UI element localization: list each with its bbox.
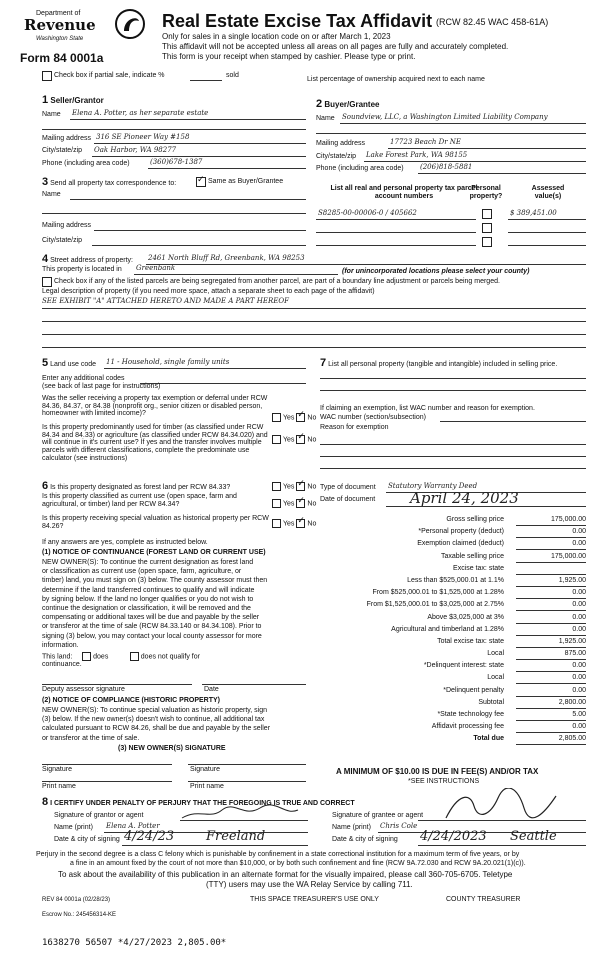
q6c-yes-no[interactable]: Yes✓ No — [270, 519, 316, 528]
owner-print-2: Print name — [190, 783, 224, 790]
intro-line-2: This affidavit will not be accepted unless all areas on all pages are fully and accurately completed. — [162, 42, 509, 51]
tax-row — [320, 637, 586, 649]
seller-address[interactable]: 316 SE Pioneer Way #158 — [96, 133, 190, 141]
s3-name-label: Name — [42, 191, 61, 198]
see-instructions: *SEE INSTRUCTIONS — [408, 778, 480, 785]
tax-table — [320, 515, 586, 747]
tax-row — [320, 625, 586, 637]
tax-row-label: From $525,000.01 to $1,525,000 at 1.28% — [372, 589, 504, 597]
notice-compliance-title: (2) NOTICE OF COMPLIANCE (HISTORIC PROPERTY) — [42, 697, 220, 704]
tax-row — [320, 552, 586, 564]
intro-line-3: This form is your receipt when stamped by cashier. Please type or print. — [162, 52, 416, 61]
segregation-label: Check box if any of the listed parcels are being segregated from another parcel, are part of a boundary line adjustment or parcels being merged. — [54, 278, 500, 285]
legal-description[interactable]: SEE EXHIBIT "A" ATTACHED HERETO AND MADE A PART HEREOF — [42, 297, 289, 305]
owner-sig-2: Signature — [190, 766, 220, 773]
seller-name[interactable]: Elena A. Potter, as her separate estate — [72, 109, 209, 117]
forest-question: 6 Is this property designated as forest land per RCW 84.33? — [42, 480, 231, 492]
wac-label: WAC number (section/subsection) — [320, 414, 426, 421]
same-as-buyer-checkbox[interactable]: ✓ — [196, 177, 206, 187]
seller-heading: 1 Seller/Grantor — [42, 94, 104, 106]
land-use-code[interactable]: 11 - Household, single family units — [106, 358, 230, 366]
if-yes-text: If any answers are yes, complete as instructed below. — [42, 539, 208, 546]
property-address[interactable]: 2461 North Bluff Rd, Greenbank, WA 98253 — [148, 254, 305, 262]
q6b-yes-no[interactable]: Yes✓ No — [270, 499, 316, 508]
tax-row-value[interactable]: 875.00 — [516, 650, 586, 660]
tax-row — [320, 564, 586, 576]
tax-row — [320, 527, 586, 539]
dor-logo-state: Washington State — [36, 36, 84, 42]
tax-row — [320, 613, 586, 625]
dor-logo-icon — [115, 9, 145, 39]
buyer-name[interactable]: Soundview, LLC, a Washington Limited Liability Company — [342, 113, 548, 121]
form-title: Real Estate Excise Tax Affidavit — [162, 11, 433, 31]
doc-type[interactable]: Statutory Warranty Deed — [388, 482, 478, 490]
tax-row-label: From $1,525,000.01 to $3,025,000 at 2.75% — [366, 601, 504, 609]
street-address-label: 4 Street address of property: — [42, 253, 133, 265]
tax-row-label: Total due — [473, 735, 504, 743]
grantor-name-label: Name (print) — [54, 824, 93, 831]
tax-row-label: Gross selling price — [446, 516, 504, 523]
q1-yes-no[interactable]: Yes✓ No — [270, 413, 316, 422]
tax-row — [320, 515, 586, 527]
grantor-date-label: Date & city of signing — [54, 836, 120, 843]
seller-addr-label: Mailing address — [42, 135, 92, 142]
tax-row-label: Affidavit processing fee — [431, 723, 504, 731]
seller-name-label: Name — [42, 111, 61, 118]
buyer-name-label: Name — [316, 115, 335, 122]
legal-desc-label: Legal description of property (if you need more space, attach a separate sheet to each page of the affidavit) — [42, 288, 375, 295]
tax-row — [320, 649, 586, 661]
minimum-due-notice: A MINIMUM OF $10.00 IS DUE IN FEE(S) AND/OR TAX — [336, 767, 539, 776]
tax-row-value[interactable]: 1,925.00 — [516, 577, 586, 587]
tax-row-label: Local — [487, 650, 504, 658]
dor-logo-text: Department of — [36, 10, 81, 17]
exemption-question: Was the seller receiving a property tax exemption or deferral under RCW 84.36, 84.37, or 84.38 (nonprofit org., senior citizen or disabled person, homeowner with limited income)? — [42, 395, 268, 418]
tax-row-value[interactable]: 0.00 — [516, 528, 586, 538]
buyer-addr-label: Mailing address — [316, 140, 366, 147]
tax-row-value[interactable]: 175,000.00 — [516, 516, 586, 526]
grantor-name[interactable]: Elena A. Potter — [106, 822, 160, 830]
treasurer-stamp: 1638270 56507 *4/27/2023 2,805.00* — [42, 938, 227, 948]
tax-row-value[interactable]: 0.00 — [516, 540, 586, 550]
personal-property-checkbox-3[interactable] — [482, 237, 492, 247]
located-label: This property is located in — [42, 266, 122, 273]
tax-row — [320, 734, 586, 746]
additional-codes-label: Enter any additional codes — [42, 375, 125, 382]
located-in[interactable]: Greenbank — [136, 264, 176, 272]
unincorporated-note: (for unincorporated locations please select your county) — [342, 268, 530, 275]
same-as-buyer-label: Same as Buyer/Grantee — [208, 178, 284, 185]
access-line-1: To ask about the availability of this publication in an alternate format for the visually impaired, please call 360-705-6705. Teletype — [58, 870, 513, 879]
tax-row — [320, 661, 586, 673]
tax-row-label: Subtotal — [478, 698, 504, 706]
grantee-date[interactable]: 4/24/2023 — [420, 829, 487, 844]
buyer-phone[interactable]: (206)818-5881 — [420, 163, 473, 171]
personal-property-checkbox-2[interactable] — [482, 223, 492, 233]
new-owner-sig-title: (3) NEW OWNER(S) SIGNATURE — [118, 745, 226, 752]
tax-row-value[interactable] — [516, 565, 586, 575]
deputy-date-label: Date — [204, 686, 219, 693]
escrow-number: Escrow No.: 245456314-KE — [42, 912, 117, 918]
tax-row — [320, 698, 586, 710]
tax-row — [320, 710, 586, 722]
rcw-reference: (RCW 82.45 WAC 458-61A) — [436, 17, 549, 27]
tax-row-label: Less than $525,000.01 at 1.1% — [407, 576, 504, 584]
tax-row-value[interactable]: 0.00 — [516, 589, 586, 599]
personal-property-checkbox-1[interactable] — [482, 209, 492, 219]
seller-city[interactable]: Oak Harbor, WA 98277 — [94, 146, 177, 154]
parcels-header: List all real and personal property tax parcel account numbers — [330, 185, 478, 200]
tax-row-value[interactable]: 0.00 — [516, 662, 586, 672]
parcel-number[interactable]: S8285-00-00006-0 / 405662 — [318, 209, 417, 217]
s3-city-label: City/state/zip — [42, 237, 83, 244]
doc-type-label: Type of document — [320, 484, 376, 491]
form-number: Form 84 0001a — [20, 51, 104, 65]
land-use-label: 5 Land use code — [42, 357, 97, 369]
tax-row-label: Above $3,025,000 at 3% — [427, 613, 504, 621]
grantee-name[interactable]: Chris Cole — [380, 822, 418, 830]
buyer-city[interactable]: Lake Forest Park, WA 98155 — [366, 151, 468, 159]
grantee-signature[interactable] — [440, 788, 560, 824]
tax-row — [320, 576, 586, 588]
section3-label: 3 Send all property tax correspondence to: — [42, 176, 177, 188]
certify-line: 8 I CERTIFY UNDER PENALTY OF PERJURY THAT THE FOREGOING IS TRUE AND CORRECT — [42, 796, 355, 808]
q2-yes-no[interactable]: Yes✓ No — [270, 435, 316, 444]
buyer-address[interactable]: 17723 Beach Dr NE — [390, 138, 462, 146]
tax-row — [320, 673, 586, 685]
assessed-value[interactable]: $ 389,451.00 — [510, 209, 557, 217]
current-use-question: Is this property classified as current use (open space, farm and agricultural, or timber) land per RCW 84.34? — [42, 493, 237, 508]
buyer-heading: 2 Buyer/Grantee — [316, 98, 380, 110]
tax-row-value[interactable]: 175,000.00 — [516, 553, 586, 563]
tax-row-label: Local — [487, 674, 504, 682]
tax-row-value[interactable]: 2,805.00 — [516, 735, 586, 745]
tax-row — [320, 600, 586, 612]
seller-phone[interactable]: (360)678-1387 — [150, 158, 203, 166]
grantee-name-label: Name (print) — [332, 824, 371, 831]
grantor-date[interactable]: 4/24/23 — [124, 829, 175, 844]
tax-row-label: Taxable selling price — [440, 552, 504, 560]
notice-continuance-body: NEW OWNER(S): To continue the current designation as forest land or classification as current use (open space, farm, agriculture, or timber) land, you must sign on (3) below. The county assessor must then determine if the land transferred continues to qualify and will indicate by signing below. If the land no longer qualifies or you do not wish to continue the designation or classification, it will be removed and the compensating or additional taxes will be due and payable by the seller or transferor at the time of sale (RCW 84.33.140 or 84.34.108). Prior to signing (3) below, you may contact your local county assessor for more information. — [42, 559, 268, 649]
buyer-city-label: City/state/zip — [316, 153, 357, 160]
ownership-note: List percentage of ownership acquired next to each name — [307, 76, 485, 83]
tax-row-value[interactable]: 5.00 — [516, 711, 586, 721]
notice-compliance-body: NEW OWNER(S): To continue special valuation as historic property, sign (3) below. If the new owner(s) doesn't wish to continue, all additional tax calculated pursuant to RCW 84.26, shall be due and payable by the seller or transferor at the time of sale. — [42, 707, 271, 742]
timber-question: Is this property predominantly used for timber (as classified under RCW 84.34 and 84.33) or agriculture (as classified under RCW 84.34.020) and will continue in it's current use? If yes and the transfer involves multiple parcels with different classifications, complete the predominate use calculator (see instructions) — [42, 424, 268, 462]
tax-row-label: Total excise tax: state — [437, 637, 504, 645]
tax-row-label: Excise tax: state — [453, 564, 504, 572]
seller-phone-label: Phone (including area code) — [42, 160, 130, 167]
access-line-2: (TTY) users may use the WA Relay Service by calling 711. — [206, 880, 413, 889]
seller-city-label: City/state/zip — [42, 147, 83, 154]
tax-row — [320, 686, 586, 698]
intro-line-1: Only for sales in a single location code on or after March 1, 2023 — [162, 32, 391, 41]
partial-sale-label: Check box if partial sale, indicate % — [54, 72, 165, 79]
grantee-sig-label: Signature of grantee or agent — [332, 812, 424, 819]
doc-date[interactable]: April 24, 2023 — [410, 489, 519, 507]
tax-row-label: *State technology fee — [437, 711, 504, 718]
tax-row-value[interactable]: 0.00 — [516, 723, 586, 733]
assessed-value-header: Assessed value(s) — [531, 185, 565, 200]
tax-row — [320, 588, 586, 600]
tax-row — [320, 539, 586, 551]
treasurer-space: THIS SPACE TREASURER'S USE ONLY — [250, 896, 379, 903]
partial-sale-checkbox[interactable] — [42, 71, 52, 81]
tax-row-value[interactable]: 0.00 — [516, 674, 586, 684]
tax-row — [320, 722, 586, 734]
grantor-signature[interactable] — [180, 804, 300, 824]
tax-row-label: *Personal property (deduct) — [418, 528, 504, 536]
grantee-city[interactable]: Seattle — [510, 829, 557, 844]
tax-row-label: *Delinquent penalty — [443, 686, 504, 694]
tax-row-label: *Delinquent interest: state — [423, 662, 504, 670]
perjury-line-1: Perjury in the second degree is a class C felony which is punishable by confinement in a state correctional institution for a maximum term of five years, or by — [36, 851, 520, 858]
reason-label: Reason for exemption — [320, 424, 389, 431]
owner-sig-1: Signature — [42, 766, 72, 773]
partial-sold-label: sold — [226, 72, 239, 79]
deputy-sig-label: Deputy assessor signature — [42, 686, 125, 693]
q6a-yes-no[interactable]: Yes✓ No — [270, 482, 316, 491]
this-land-row[interactable]: This land: does does not qualify for — [42, 653, 200, 661]
perjury-line-2: a fine in an amount fixed by the court of not more than $10,000, or by both such confinement and fine (RCW 9A.72.030 and RCW 9A.20.021(1)(c)). — [70, 860, 526, 867]
grantor-sig-label: Signature of grantor or agent — [54, 812, 144, 819]
s3-addr-label: Mailing address — [42, 222, 92, 229]
tax-row-value[interactable]: 0.00 — [516, 601, 586, 611]
segregation-checkbox[interactable] — [42, 277, 52, 287]
buyer-phone-label: Phone (including area code) — [316, 165, 404, 172]
grantee-date-label: Date & city of signing — [332, 836, 398, 843]
tax-row-value[interactable]: 0.00 — [516, 626, 586, 636]
personal-property-label: 7 List all personal property (tangible and intangible) included in selling price. — [320, 357, 558, 369]
tax-row-value[interactable]: 1,925.00 — [516, 638, 586, 648]
rev-label: REV 84 0001a (02/28/23) — [42, 897, 111, 903]
tax-row-label: Agricultural and timberland at 1.28% — [391, 625, 504, 633]
owner-print-1: Print name — [42, 783, 76, 790]
tax-row-value[interactable]: 2,800.00 — [516, 699, 586, 709]
tax-row-value[interactable]: 0.00 — [516, 687, 586, 697]
notice-continuance-title: (1) NOTICE OF CONTINUANCE (FOREST LAND OR CURRENT USE) — [42, 549, 266, 556]
personal-property-header: Personal property? — [469, 185, 503, 200]
county-treasurer: COUNTY TREASURER — [446, 896, 521, 903]
tax-row-label: Exemption claimed (deduct) — [417, 540, 504, 548]
doc-date-label: Date of document — [320, 496, 376, 503]
continuance-label: continuance. — [42, 661, 82, 668]
grantor-city[interactable]: Freeland — [206, 829, 266, 844]
exemption-claim-label: If claiming an exemption, list WAC number and reason for exemption. — [320, 405, 535, 412]
historic-question: Is this property receiving special valuation as historical property per RCW 84.26? — [42, 515, 269, 530]
tax-row-value[interactable]: 0.00 — [516, 614, 586, 624]
see-back-label: (see back of last page for instructions) — [42, 383, 161, 390]
dor-logo-revenue: Revenue — [24, 16, 96, 34]
